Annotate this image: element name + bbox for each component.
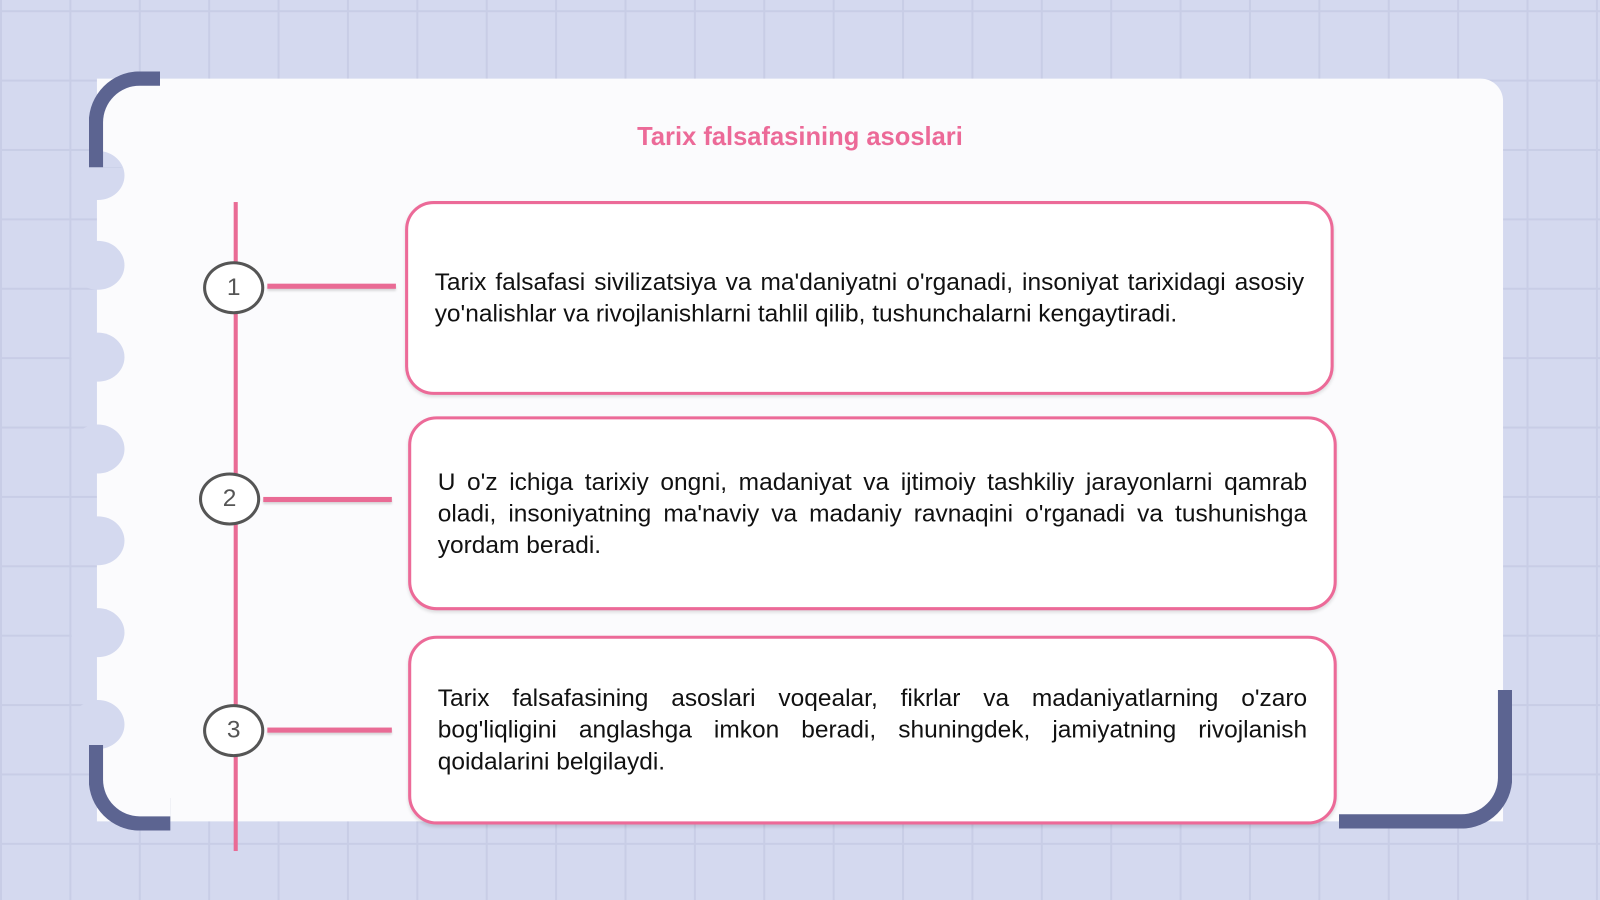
step-number-1: 1 xyxy=(203,261,264,314)
scallop xyxy=(71,608,124,657)
scallop xyxy=(71,424,124,473)
connector xyxy=(263,497,392,502)
corner-bracket-bottom-right xyxy=(1339,690,1512,829)
step-card-1 xyxy=(405,201,1334,395)
step-text: Tarix falsafasi sivilizatsiya va ma'daniyatni o'rganadi, insoniyat tarixidagi asosiy yo'nalishlar va rivojlanishlarni tahlil qilib, tushunchalarni kengaytiradi. xyxy=(434,268,1305,328)
step-number-3: 3 xyxy=(203,704,264,757)
connector xyxy=(267,284,396,289)
step-card-3 xyxy=(408,636,1337,825)
step-text: Tarix falsafasining asoslari voqealar, fikrlar va madaniyatlarning o'zaro bog'liqligini anglashga imkon beradi, shuningdek, jamiyatning rivojlanish qoidalarini belgilaydi. xyxy=(437,684,1308,776)
scallop xyxy=(71,241,124,290)
step-card-2 xyxy=(408,416,1337,610)
connector xyxy=(267,728,391,733)
page-title: Tarix falsafasining asoslari xyxy=(637,122,963,152)
step-text: U o'z ichiga tarixiy ongni, madaniyat va ijtimoiy tashkiliy jarayonlarni qamrab oladi, insoniyatning ma'naviy va madaniy ravnaqini o'rganadi va tushunishga yordam beradi. xyxy=(437,467,1308,559)
scallop xyxy=(71,700,124,749)
scallop xyxy=(71,516,124,565)
scallop xyxy=(71,333,124,382)
step-number-2: 2 xyxy=(199,472,260,525)
